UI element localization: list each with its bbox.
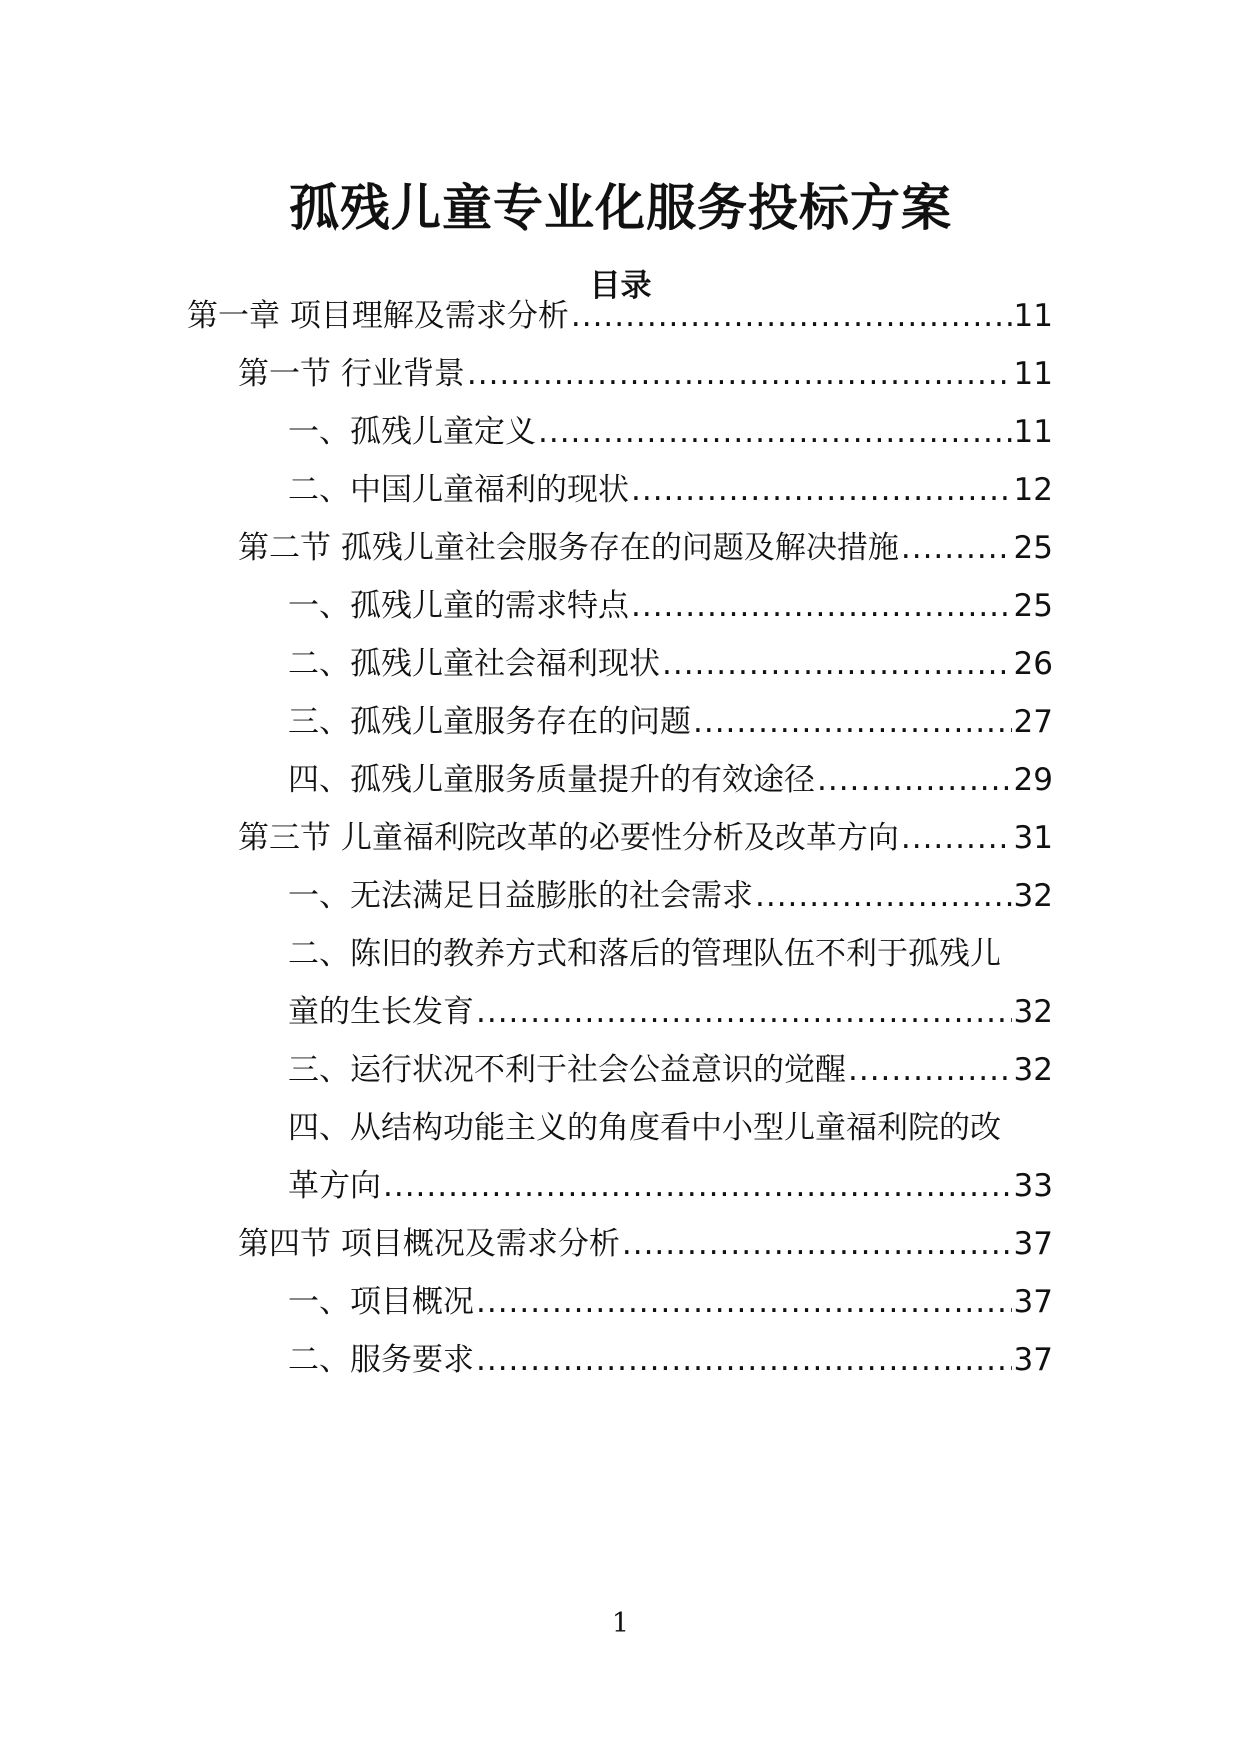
toc-entry-label: 二、服务要求: [288, 1342, 474, 1378]
toc-entry-label: 革方向: [288, 1168, 381, 1204]
toc-entry-item-first-line[interactable]: 四、从结构功能主义的角度看中小型儿童福利院的改: [288, 1110, 1001, 1146]
toc-entry-label: 第三节 儿童福利院改革的必要性分析及改革方向: [238, 820, 899, 856]
toc-entry-item[interactable]: [288, 465, 1053, 515]
toc-entry-page: 37: [1013, 1342, 1053, 1378]
toc-entry-item-first-line[interactable]: 二、陈旧的教养方式和落后的管理队伍不利于孤残儿: [288, 936, 1001, 972]
toc-entry-item[interactable]: [288, 755, 1053, 805]
toc-entry-label: 二、孤残儿童社会福利现状: [288, 646, 660, 682]
toc-entry-page: 11: [1013, 298, 1053, 334]
toc-entry-page: 37: [1013, 1284, 1053, 1320]
toc-leader: [383, 1161, 1012, 1211]
toc-leader: [755, 871, 1012, 921]
toc-leader: [538, 407, 1012, 457]
toc-entry-section-2[interactable]: [238, 523, 1053, 573]
toc-entry-page: 11: [1013, 414, 1053, 450]
toc-entry-page: 29: [1013, 762, 1053, 798]
toc-leader: [476, 1277, 1012, 1327]
toc-leader: [662, 639, 1012, 689]
toc-entry-item[interactable]: [288, 1045, 1053, 1095]
toc-entry-page: 11: [1013, 356, 1053, 392]
toc-leader: [476, 987, 1012, 1037]
toc-entry-label: 一、项目概况: [288, 1284, 474, 1320]
toc-leader: [631, 465, 1012, 515]
toc-entry-page: 26: [1013, 646, 1053, 682]
toc-entry-label: 第四节 项目概况及需求分析: [238, 1226, 620, 1262]
document-title: 孤残儿童专业化服务投标方案: [289, 179, 952, 237]
toc-entry-page: 33: [1013, 1168, 1053, 1204]
toc-entry-page: 32: [1013, 878, 1053, 914]
toc-leader: [476, 1335, 1012, 1385]
toc-leader: [693, 697, 1012, 747]
toc-leader: [817, 755, 1012, 805]
toc-entry-page: 32: [1013, 1052, 1053, 1088]
toc-entry-label: 三、孤残儿童服务存在的问题: [288, 704, 691, 740]
toc-leader: [571, 291, 1012, 341]
toc-entry-page: 25: [1013, 530, 1053, 566]
toc-entry-label: 第二节 孤残儿童社会服务存在的问题及解决措施: [238, 530, 899, 566]
toc-entry-item[interactable]: [288, 1277, 1053, 1327]
toc-entry-page: 37: [1013, 1226, 1053, 1262]
toc-leader: [467, 349, 1012, 399]
page-number: 1: [611, 1608, 630, 1639]
toc-entry-page: 32: [1013, 994, 1053, 1030]
toc-leader: [622, 1219, 1012, 1269]
toc-leader: [631, 581, 1012, 631]
toc-entry-section-1[interactable]: [238, 349, 1053, 399]
toc-entry-label: 二、中国儿童福利的现状: [288, 472, 629, 508]
toc-entry-label: 第一节 行业背景: [238, 356, 465, 392]
toc-entry-label: 一、孤残儿童的需求特点: [288, 588, 629, 624]
toc-entry-item[interactable]: [288, 407, 1053, 457]
toc-entry-page: 27: [1013, 704, 1053, 740]
toc-entry-label: 四、孤残儿童服务质量提升的有效途径: [288, 762, 815, 798]
toc-entry-chapter-1[interactable]: [187, 291, 1053, 341]
toc-entry-item-continuation[interactable]: [288, 1161, 1053, 1211]
toc-entry-label: 三、运行状况不利于社会公益意识的觉醒: [288, 1052, 846, 1088]
toc-entry-section-4[interactable]: [238, 1219, 1053, 1269]
toc-entry-page: 31: [1013, 820, 1053, 856]
toc-entry-page: 12: [1013, 472, 1053, 508]
toc-entry-label: 一、孤残儿童定义: [288, 414, 536, 450]
toc-entry-label: 童的生长发育: [288, 994, 474, 1030]
toc-entry-item[interactable]: [288, 581, 1053, 631]
toc-entry-label: 第一章 项目理解及需求分析: [187, 298, 569, 334]
toc-leader: [848, 1045, 1012, 1095]
toc-entry-page: 25: [1013, 588, 1053, 624]
toc-entry-item[interactable]: [288, 871, 1053, 921]
toc-entry-item[interactable]: [288, 639, 1053, 689]
toc-entry-label: 一、无法满足日益膨胀的社会需求: [288, 878, 753, 914]
toc-leader: [901, 523, 1012, 573]
toc-heading: 目录: [589, 268, 652, 304]
toc-leader: [901, 813, 1012, 863]
toc-entry-item[interactable]: [288, 697, 1053, 747]
toc-entry-item-continuation[interactable]: [288, 987, 1053, 1037]
toc-entry-section-3[interactable]: [238, 813, 1053, 863]
toc-entry-item[interactable]: [288, 1335, 1053, 1385]
